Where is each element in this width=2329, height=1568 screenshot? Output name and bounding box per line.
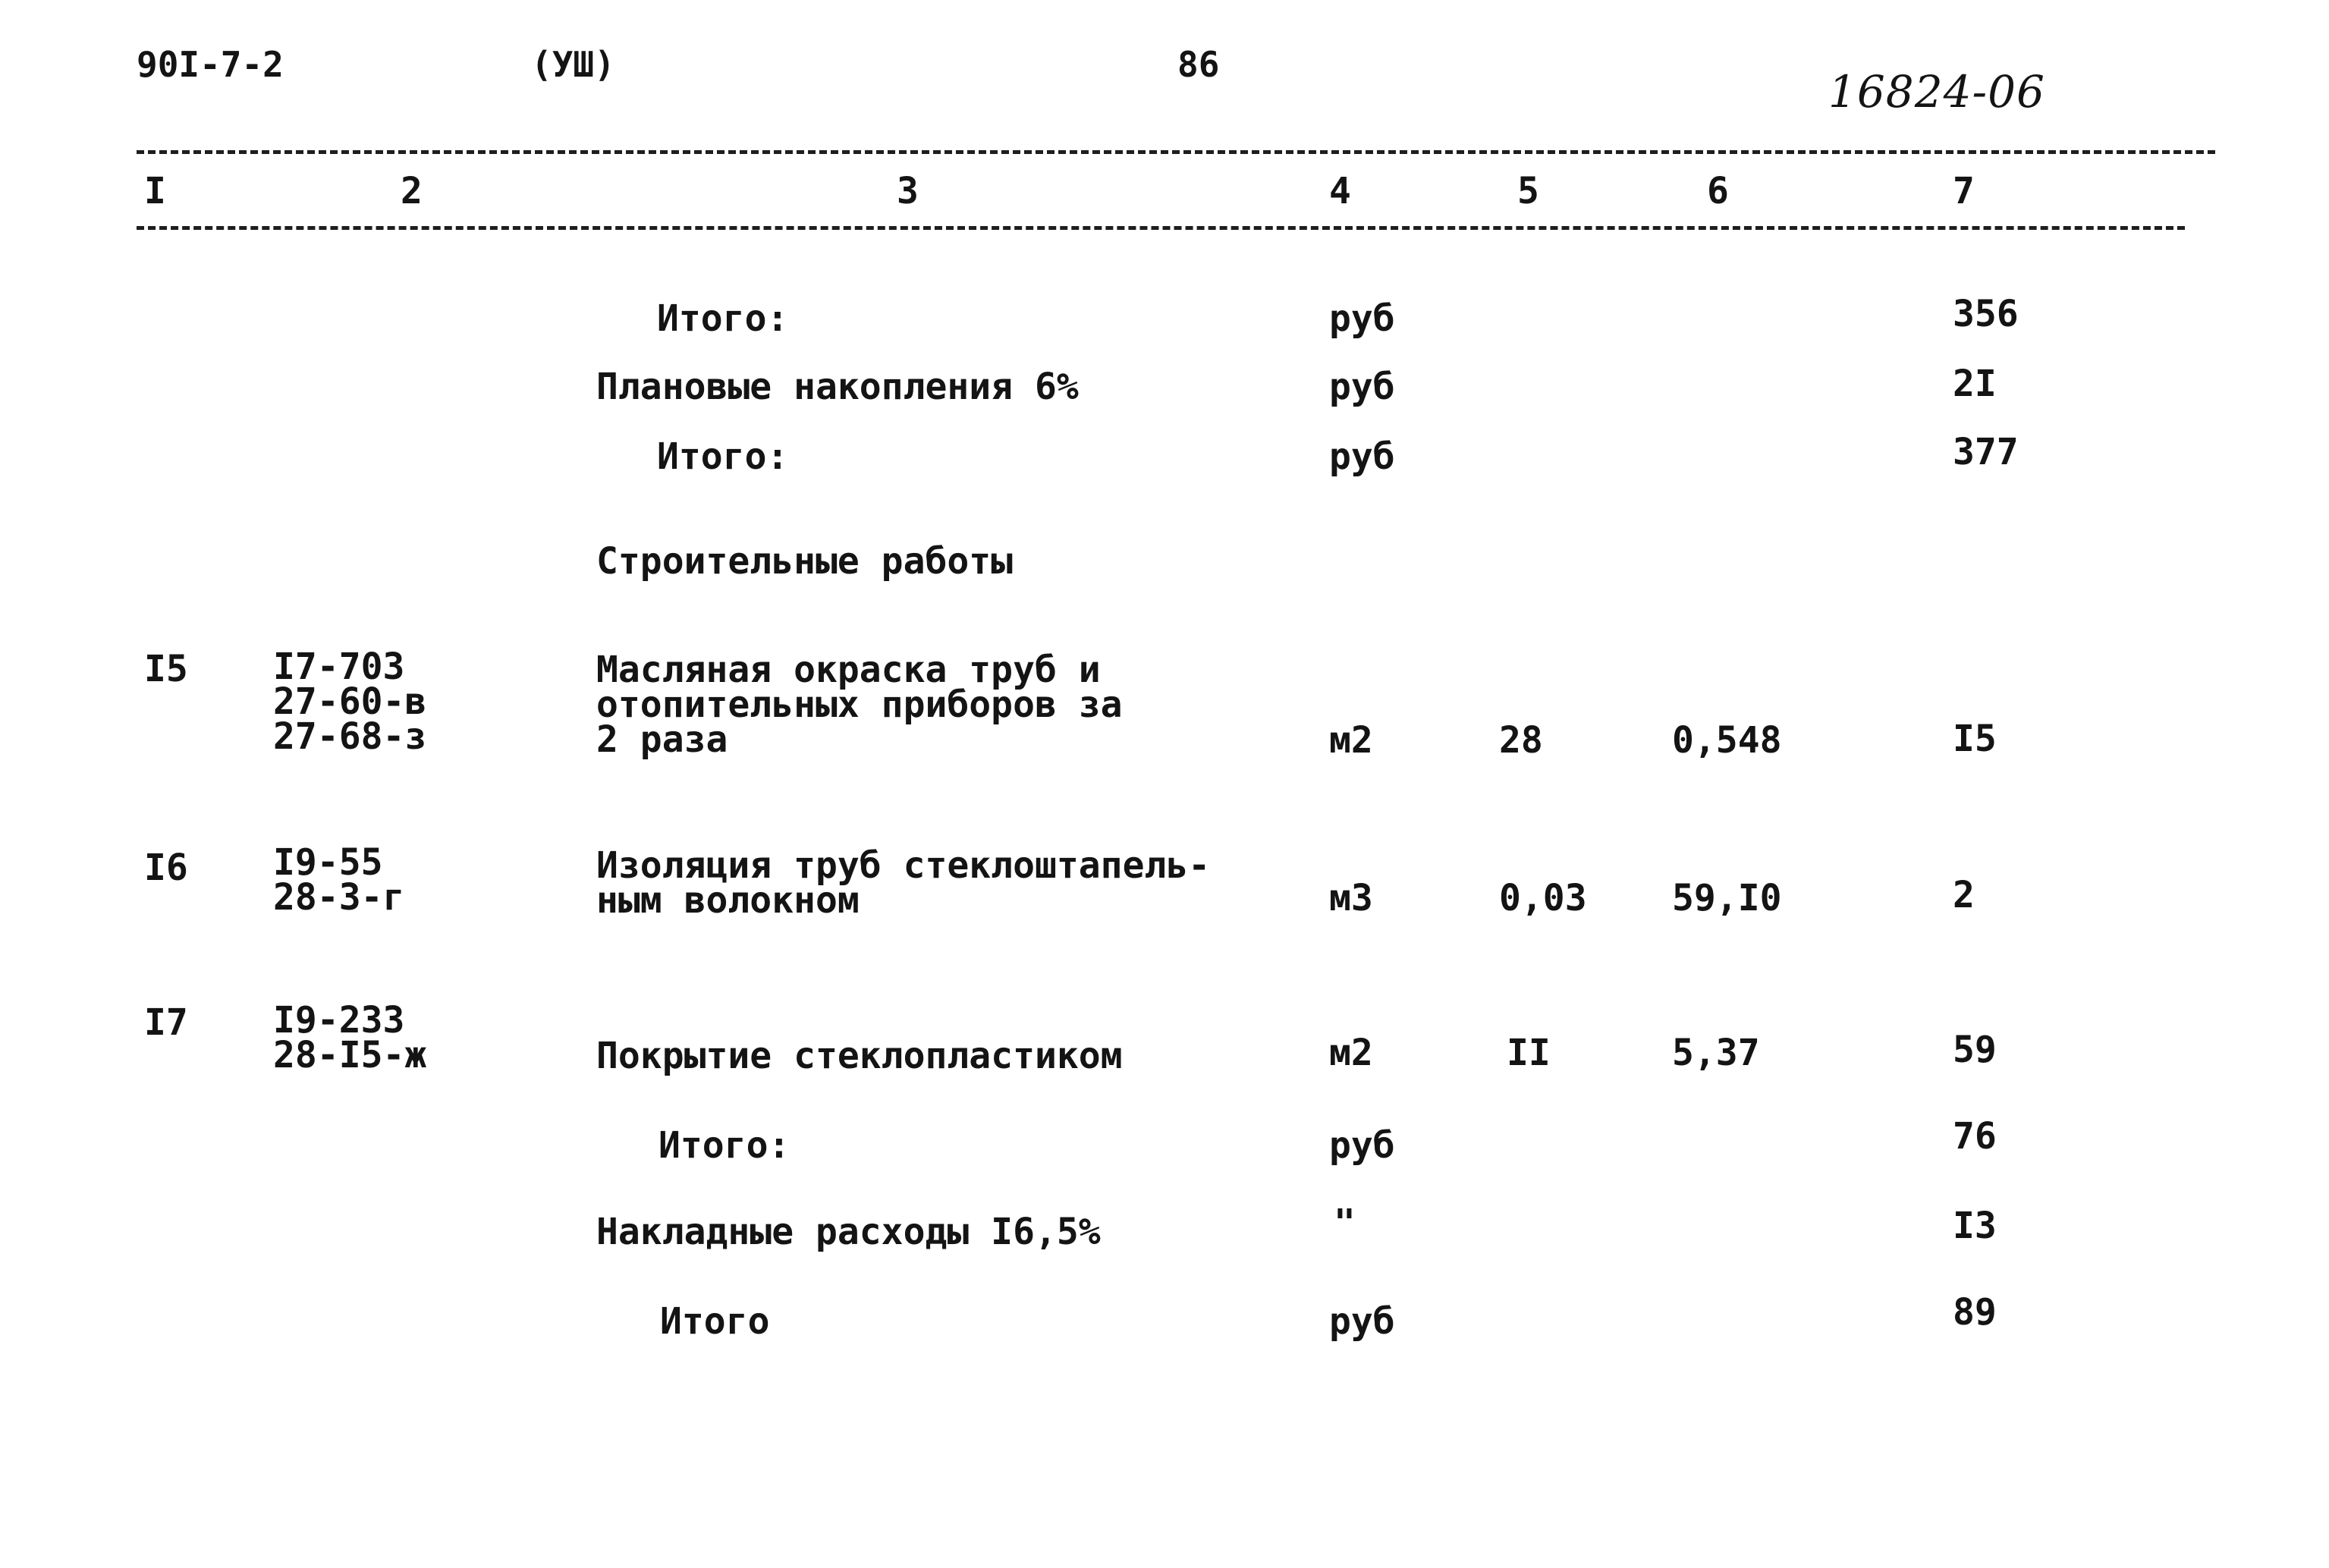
item-number: I5 [144,648,188,690]
section-code: (УШ) [531,44,615,85]
item-quantity: II [1507,1032,1551,1074]
row-sum: I3 [1953,1205,1997,1247]
item-code: 28-I5-ж [273,1034,427,1076]
item-codes [273,841,405,919]
row-sum: 76 [1953,1115,1997,1158]
column-number: 6 [1707,170,1729,212]
header-bottom-rule [137,226,2185,230]
item-unit: м2 [1329,1032,1373,1074]
item-unit-price: 59,I0 [1672,877,1782,919]
row-name: Итого: [657,435,789,478]
item-code: 27-68-з [273,715,427,758]
item-code: I9-233 [273,999,405,1042]
item-quantity: 0,03 [1499,877,1587,919]
item-code: 28-3-г [273,876,405,919]
column-number: 4 [1329,170,1351,212]
row-sum: 2I [1953,363,1997,405]
item-codes [273,999,427,1076]
column-number: 7 [1953,170,1975,212]
item-code: I9-55 [273,841,383,884]
item-unit: м3 [1329,877,1373,919]
item-description: Масляная окраска труб и отопительных приборов за 2 раза [596,649,1123,761]
document-code: 90I-7-2 [137,44,284,85]
handwritten-number: 16824-06 [1828,66,2045,118]
column-number: 5 [1517,170,1539,212]
row-sum: 377 [1953,431,2019,473]
item-code: I7-703 [273,646,405,688]
item-number: I7 [144,1001,188,1044]
item-description: Покрытие стеклопластиком [596,1035,1123,1077]
page-number: 86 [1177,44,1220,85]
item-quantity: 28 [1499,719,1543,762]
section-title: Строительные работы [596,540,1014,583]
item-unit-price: 5,37 [1672,1032,1760,1074]
item-sum: I5 [1953,718,1997,760]
column-number: 3 [897,170,919,212]
item-unit: м2 [1329,719,1373,762]
row-name: Итого: [658,1124,790,1167]
item-sum: 59 [1953,1029,1997,1071]
item-code: 27-60-в [273,680,427,723]
row-unit: руб [1329,1300,1395,1343]
row-name: Плановые накопления 6% [596,366,1079,408]
item-number: I6 [144,847,188,889]
row-name: Итого: [657,297,789,340]
header-top-rule [137,150,2215,154]
column-number: 2 [401,170,423,212]
row-name: Итого [660,1300,770,1343]
row-unit: руб [1329,435,1395,478]
item-description: Изоляция труб стеклоштапель- ным волокном [596,844,1211,922]
item-unit-price: 0,548 [1672,719,1782,762]
row-sum: 89 [1953,1291,1997,1334]
ditto-mark: " [1334,1202,1356,1244]
item-codes [273,646,427,758]
row-sum: 356 [1953,293,2019,335]
row-name: Накладные расходы I6,5% [596,1211,1101,1253]
row-unit: руб [1329,297,1395,340]
row-unit: руб [1329,1124,1395,1167]
item-sum: 2 [1953,874,1975,916]
row-unit: руб [1329,366,1395,408]
column-number: I [144,170,166,212]
